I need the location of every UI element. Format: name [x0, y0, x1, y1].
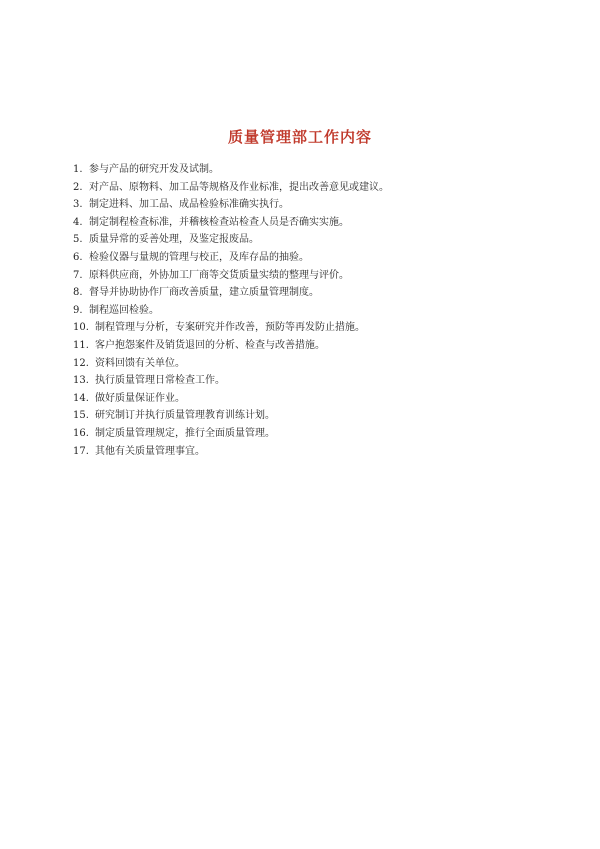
list-item	[73, 231, 553, 249]
item-text: 质量异常的妥善处理，及鉴定报废品。	[89, 234, 259, 246]
item-number: 11.	[73, 339, 89, 351]
list-item	[73, 372, 553, 390]
item-number: 6.	[73, 251, 83, 263]
list-item	[73, 390, 553, 408]
item-number: 16.	[73, 427, 89, 439]
duty-list	[73, 161, 553, 460]
list-item	[73, 214, 553, 232]
item-number: 7.	[73, 269, 83, 281]
list-item	[73, 284, 553, 302]
item-text: 制程巡回检验。	[89, 304, 159, 316]
list-item	[73, 179, 553, 197]
list-item	[73, 407, 553, 425]
list-item	[73, 425, 553, 443]
item-text: 资料回馈有关单位。	[95, 357, 185, 369]
list-item	[73, 302, 553, 320]
item-number: 5.	[73, 234, 83, 246]
item-number: 4.	[73, 216, 83, 228]
item-text: 做好质量保证作业。	[95, 392, 185, 404]
list-item	[73, 196, 553, 214]
item-number: 10.	[73, 322, 89, 334]
list-item	[73, 249, 553, 267]
item-number: 14.	[73, 392, 89, 404]
item-text: 对产品、原物料、加工品等规格及作业标准，提出改善意见或建议。	[89, 181, 389, 193]
item-number: 13.	[73, 375, 89, 387]
item-number: 17.	[73, 445, 89, 457]
list-item	[73, 355, 553, 373]
list-item	[73, 443, 553, 461]
item-text: 检验仪器与量规的管理与校正，及库存品的抽验。	[89, 251, 309, 263]
item-number: 3.	[73, 199, 83, 211]
item-number: 9.	[73, 304, 83, 316]
page-title: 质量管理部工作内容	[227, 128, 372, 146]
item-number: 8.	[73, 287, 83, 299]
item-text: 制程管理与分析，专案研究并作改善，预防等再发防止措施。	[95, 322, 365, 334]
item-text: 参与产品的研究开发及试制。	[89, 164, 219, 175]
item-text: 制定质量管理规定，推行全面质量管理。	[95, 427, 275, 439]
list-item	[73, 337, 553, 355]
item-number: 1.	[73, 164, 83, 175]
list-item	[73, 161, 553, 179]
item-text: 研究制订并执行质量管理教育训练计划。	[95, 410, 275, 422]
item-text: 督导并协助协作厂商改善质量，建立质量管理制度。	[89, 287, 319, 299]
item-number: 15.	[73, 410, 89, 422]
item-number: 2.	[73, 181, 83, 193]
item-text: 执行质量管理日常检查工作。	[95, 375, 225, 387]
item-text: 制定制程检查标准，并稽核检查站检查人员是否确实实施。	[89, 216, 349, 228]
item-text: 客户抱怨案件及销货退回的分析、检查与改善措施。	[95, 339, 325, 351]
item-number: 12.	[73, 357, 89, 369]
list-item	[73, 319, 553, 337]
item-text: 原料供应商，外协加工厂商等交货质量实绩的整理与评价。	[89, 269, 349, 281]
item-text: 制定进料、加工品、成品检验标准确实执行。	[89, 199, 289, 211]
item-text: 其他有关质量管理事宜。	[95, 445, 205, 457]
list-item	[73, 267, 553, 285]
